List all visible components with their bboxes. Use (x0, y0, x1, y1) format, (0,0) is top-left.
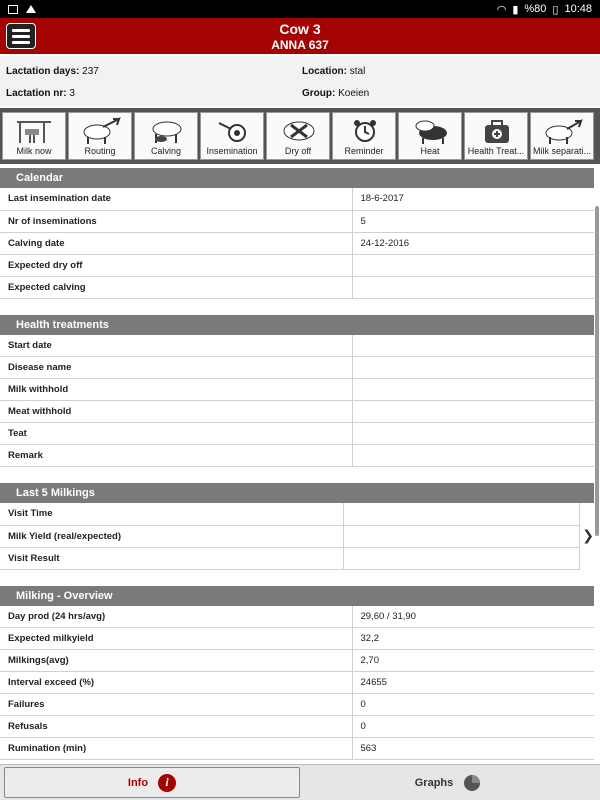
table-row: Remark (0, 445, 594, 467)
bottom-tab-bar (0, 764, 600, 800)
milk-separation-button[interactable]: Milk separati... (530, 112, 594, 160)
menu-icon-line (12, 35, 30, 38)
signal-icon: ▮ (512, 3, 519, 16)
table-row: Nr of inseminations 5 (0, 210, 594, 232)
table-row: Rumination (min) 563 (0, 738, 594, 760)
calving-icon (145, 117, 189, 145)
clock: 10:48 (564, 3, 592, 15)
table-row: Interval exceed (%) 24655 (0, 672, 594, 694)
table-row: Calving date 24-12-2016 (0, 232, 594, 254)
milk-now-button[interactable]: Milk now (2, 112, 66, 160)
insemination-icon (211, 117, 255, 145)
insemination-button[interactable]: Insemination (200, 112, 264, 160)
detail-scroll-area[interactable] (0, 168, 594, 764)
battery-icon: ▯ (552, 3, 559, 16)
hamburger-menu-button[interactable] (6, 23, 36, 49)
milking-icon (13, 117, 57, 145)
status-bar (0, 0, 600, 18)
cow-info-panel (0, 56, 600, 106)
milk-separation-icon (541, 117, 585, 145)
menu-icon-line (12, 41, 30, 44)
alarm-clock-icon (343, 117, 387, 145)
table-row: Expected milkyield 32,2 (0, 628, 594, 650)
table-row: Milkings(avg) 2,70 (0, 650, 594, 672)
scrollbar[interactable] (595, 206, 599, 536)
pie-chart-icon (463, 774, 481, 792)
action-toolbar (0, 108, 600, 164)
health-treatment-button[interactable]: Health Treat... (464, 112, 528, 160)
table-row: Disease name (0, 357, 594, 379)
calving-button[interactable]: Calving (134, 112, 198, 160)
tab-graphs[interactable]: Graphs (300, 767, 596, 798)
table-row: Day prod (24 hrs/avg) 29,60 / 31,90 (0, 606, 594, 628)
table-row: Milk withhold (0, 379, 594, 401)
heat-icon (409, 117, 453, 145)
wifi-icon: ◠ (496, 3, 507, 16)
table-row: Teat (0, 423, 594, 445)
lactation-days: Lactation days: 237 (6, 66, 99, 77)
dry-off-button[interactable]: Dry off (266, 112, 330, 160)
table-row: Expected dry off (0, 254, 594, 276)
info-icon: i (158, 774, 176, 792)
milkings-table (0, 503, 580, 570)
table-row: Visit Result (0, 547, 580, 569)
location: Location: stal (302, 66, 366, 77)
page-subtitle: ANNA 637 (271, 38, 329, 52)
tab-info[interactable]: Info i (4, 767, 300, 798)
health-section-header: Health treatments (0, 315, 594, 335)
reminder-button[interactable]: Reminder (332, 112, 396, 160)
routing-button[interactable]: Routing (68, 112, 132, 160)
app-header (0, 18, 600, 54)
battery-level: %80 (524, 3, 547, 15)
chevron-right-icon[interactable]: ❯ (582, 527, 594, 543)
dry-off-icon (277, 117, 321, 145)
routing-icon (79, 117, 123, 145)
group: Group: Koeien (302, 88, 370, 99)
overview-section-header: Milking - Overview (0, 586, 594, 606)
menu-icon-line (12, 29, 30, 32)
table-row: Last insemination date 18-6-2017 (0, 188, 594, 210)
lactation-nr: Lactation nr: 3 (6, 88, 75, 99)
table-row: Visit Time (0, 503, 580, 525)
table-row: Start date (0, 335, 594, 357)
health-table (0, 335, 594, 468)
calendar-table (0, 188, 594, 299)
milkings-section-header: Last 5 Milkings (0, 483, 594, 503)
table-row: Refusals 0 (0, 716, 594, 738)
gallery-notification-icon (8, 5, 18, 14)
heat-button[interactable]: Heat (398, 112, 462, 160)
milkings-panel (0, 503, 594, 570)
table-row: Failures 0 (0, 694, 594, 716)
table-row: Expected calving (0, 276, 594, 298)
table-row: Milk Yield (real/expected) (0, 525, 580, 547)
overview-table (0, 606, 594, 761)
table-row: Meat withhold (0, 401, 594, 423)
play-store-notification-icon (26, 5, 36, 13)
calendar-section-header: Calendar (0, 168, 594, 188)
first-aid-kit-icon (475, 117, 519, 145)
page-title: Cow 3 (279, 21, 321, 37)
